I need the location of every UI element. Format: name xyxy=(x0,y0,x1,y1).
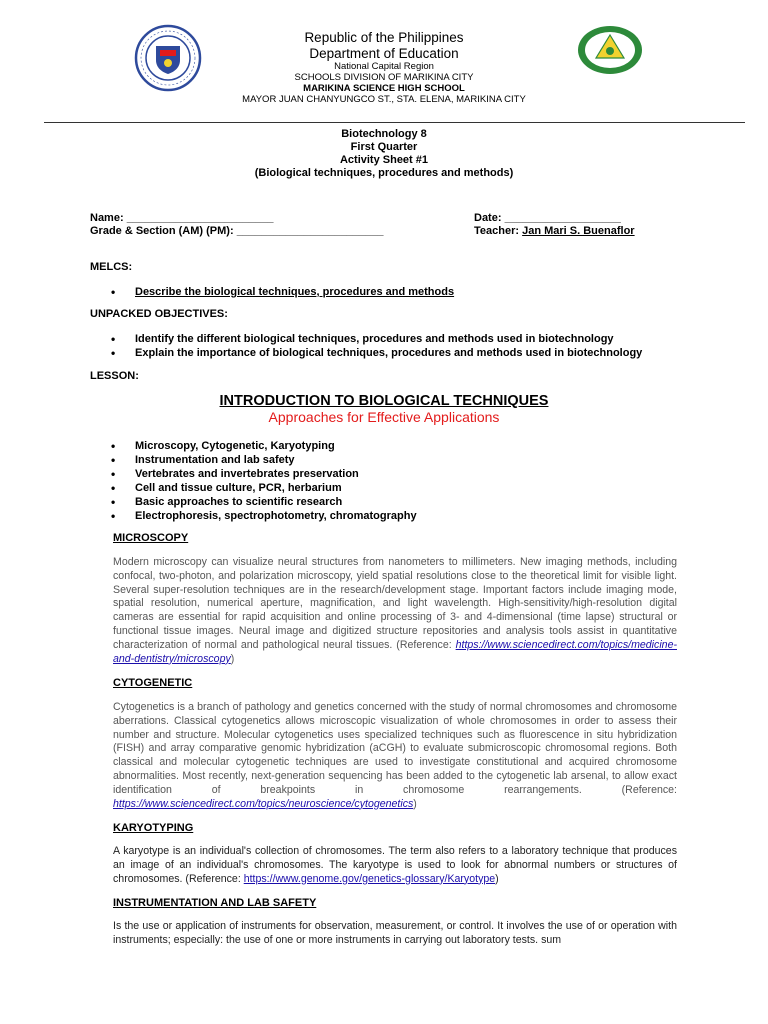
karyotyping-text: A karyotype is an individual's collection of chromosomes. The term also refers to a laboratory technique that produces an image of an individual's chromosomes. The karyotype is used to look for abnormal numbers or structures of chromosomes. (Reference: xyxy=(113,845,677,885)
karyotyping-paragraph xyxy=(113,845,677,886)
name-date-row xyxy=(90,212,690,224)
grade-blank[interactable]: ________________________ xyxy=(236,225,384,237)
region-line: National Capital Region xyxy=(334,61,434,73)
cytogenetic-paragraph xyxy=(113,701,677,811)
teacher-name: Jan Mari S. Buenaflor xyxy=(522,225,635,237)
karyotyping-text-end: ) xyxy=(495,872,499,885)
instrumentation-heading: INSTRUMENTATION AND LAB SAFETY xyxy=(113,897,317,909)
list-item: • Instrumentation and lab safety xyxy=(109,453,709,467)
lesson-subtitle: Approaches for Effective Applications xyxy=(268,409,500,425)
list-item: • Basic approaches to scientific research xyxy=(109,495,709,509)
activity-topic: (Biological techniques, procedures and methods) xyxy=(254,166,514,179)
objectives-label: UNPACKED OBJECTIVES: xyxy=(90,308,228,320)
grade-teacher-row xyxy=(90,225,690,237)
microscopy-text: Modern microscopy can visualize neural structures from nanometers to millimeters. New imaging methods, including confocal, two-photon, and polarization microscopy, yield spatial resolutions close to the theoretical limit for visible light. Several super-resolution techniques are in the research/development stage. Important factors include imaging mode, spatial resolution, numerical aperture, magnification, and light wavelength. High-sensitivity/high-resolution digital cameras are essential for rapid acquisition and online processing of 3- and 4-dimensional (time lapse) structural or functional tissue images. Neural image and digitized structure repositories and analysis tools assist in quantitative characterization of normal and pathological neural tissues. (Reference: xyxy=(113,556,677,651)
karyotyping-heading: KARYOTYPING xyxy=(113,822,194,834)
activity-title: Activity Sheet #1 xyxy=(339,153,429,166)
division-line: SCHOOLS DIVISION OF MARIKINA CITY xyxy=(294,72,474,84)
republic-line: Republic of the Philippines xyxy=(304,30,464,45)
melcs-label: MELCS: xyxy=(90,261,133,273)
list-item: • Describe the biological techniques, procedures and methods xyxy=(109,285,709,299)
activity-title-block xyxy=(0,128,768,180)
department-line: Department of Education xyxy=(309,46,459,62)
school-address: MAYOR JUAN CHANYUNGCO ST., STA. ELENA, MARIKINA CITY xyxy=(242,94,526,106)
cytogenetic-text-end: ) xyxy=(413,797,417,810)
date-label: Date: xyxy=(474,212,502,224)
date-blank[interactable]: ___________________ xyxy=(504,212,621,224)
microscopy-heading: MICROSCOPY xyxy=(113,532,189,544)
name-label: Name: xyxy=(90,212,124,224)
list-item: • Vertebrates and invertebrates preservation xyxy=(109,467,709,481)
list-item: • Explain the importance of biological techniques, procedures and methods used in biotechnology xyxy=(109,346,709,360)
cytogenetic-text: Cytogenetics is a branch of pathology and genetics concerned with the study of normal chromosomes and chromosome aberrations. Classical cytogenetics allows microscopic visualization of whole chromosomes in order to assess their number and structure. Molecular cytogenetics uses specialized techniques such as fluorescence in situ hybridization (FISH) and array comparative genomic hybridization (aCGH) to evaluate submicroscopic chromosomal regions. Both classical and molecular cytogenetic techniques are used to investigate constitutional and acquired chromosome abnormalities. Most recently, next-generation sequencing has been added to the cytogenetic lab arsenal, to allow exact identification of breakpoints in chromosome rearrangements. (Reference: xyxy=(113,701,677,796)
cytogenetic-heading: CYTOGENETIC xyxy=(113,677,193,689)
microscopy-text-end: ) xyxy=(230,652,235,665)
microscopy-reference-link[interactable]: https://www.sciencedirect.com/topics/medicine-and-dentistry/microscopy xyxy=(113,638,677,665)
melcs-list xyxy=(109,285,709,299)
quarter-title: First Quarter xyxy=(350,140,418,153)
lesson-topics-list xyxy=(109,439,709,523)
name-blank[interactable]: ________________________ xyxy=(126,212,274,224)
microscopy-paragraph xyxy=(113,556,677,666)
list-item: • Electrophoresis, spectrophotometry, chromatography xyxy=(109,509,709,523)
subject-title: Biotechnology 8 xyxy=(341,128,427,140)
letterhead xyxy=(180,30,588,106)
lesson-title: INTRODUCTION TO BIOLOGICAL TECHNIQUES xyxy=(219,393,549,409)
instrumentation-text: Is the use or application of instruments for observation, measurement, or control. It involves the use of or operation with instruments; especially: the use of one or more instruments in carrying out laboratory tests. sum xyxy=(113,920,677,946)
list-item: • Cell and tissue culture, PCR, herbarium xyxy=(109,481,709,495)
instrumentation-paragraph xyxy=(113,920,677,948)
objectives-list xyxy=(109,332,709,360)
header-divider xyxy=(44,122,745,123)
grade-label: Grade & Section (AM) (PM): xyxy=(90,225,234,237)
teacher-label: Teacher: xyxy=(474,225,520,237)
school-name: MARIKINA SCIENCE HIGH SCHOOL xyxy=(303,83,465,95)
cytogenetic-reference-link[interactable]: https://www.sciencedirect.com/topics/neuroscience/cytogenetics xyxy=(113,797,414,810)
karyotyping-reference-link[interactable]: https://www.genome.gov/genetics-glossary/Karyotype xyxy=(243,872,496,885)
lesson-label: LESSON: xyxy=(90,370,139,382)
list-item: • Microscopy, Cytogenetic, Karyotyping xyxy=(109,439,709,453)
list-item: • Identify the different biological techniques, procedures and methods used in biotechnology xyxy=(109,332,709,346)
